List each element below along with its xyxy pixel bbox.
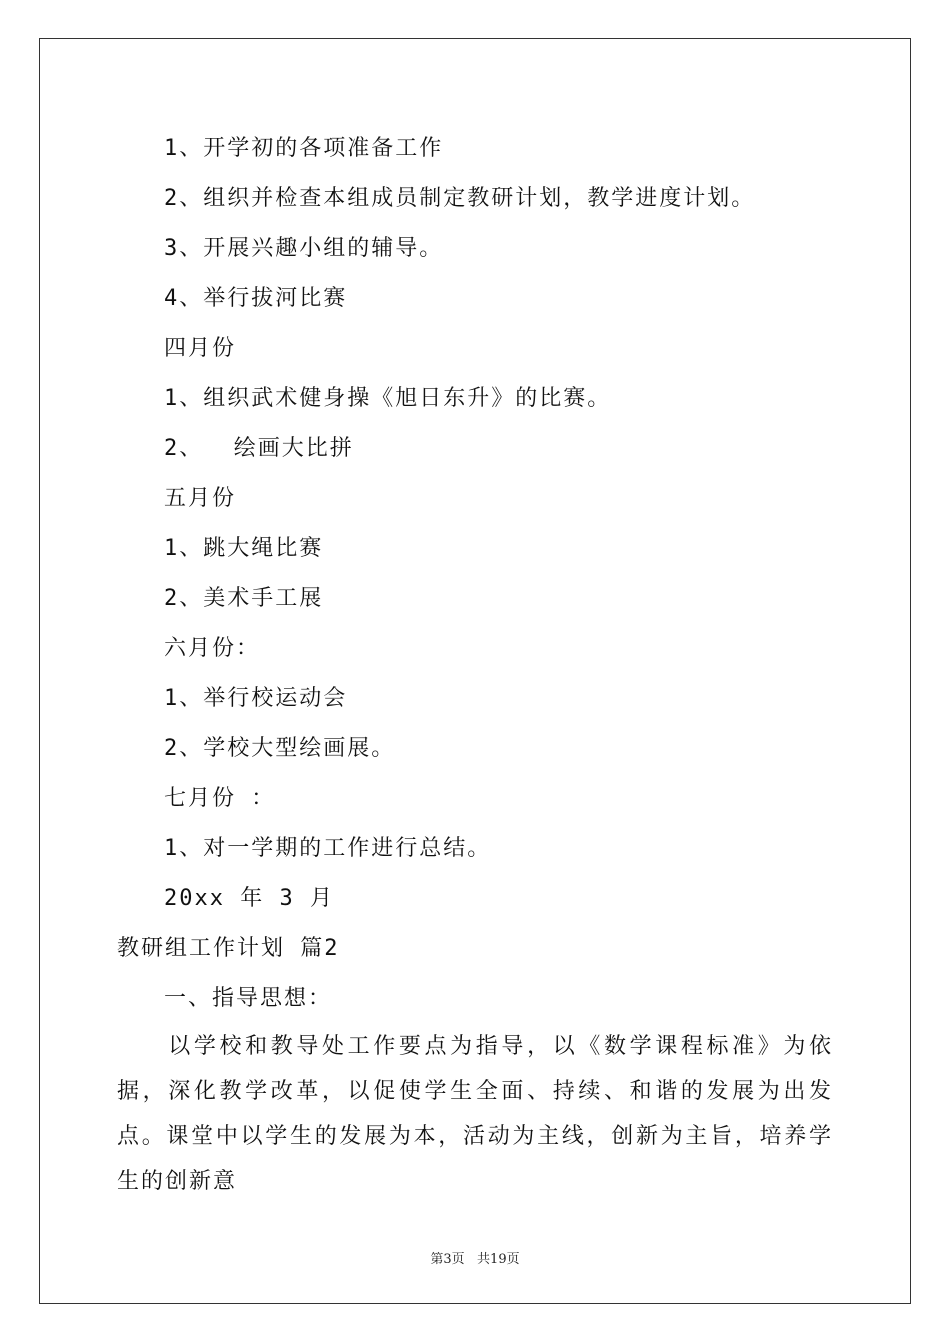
plan-line: 3、开展兴趣小组的辅导。: [164, 236, 444, 261]
plan-line: 2、学校大型绘画展。: [164, 736, 396, 761]
plan-line: 4、举行拔河比赛: [164, 286, 348, 311]
body-paragraph: 以学校和教导处工作要点为指导，以《数学课程标准》为依据，深化教学改革，以促使学生全面、持续、和谐的发展为出发点。课堂中以学生的发展为本，活动为主线，创新为主旨，培养学生的创新意: [117, 1034, 833, 1194]
date-line: 20xx 年 3 月: [164, 886, 334, 911]
month-heading: 六月份：: [164, 636, 261, 661]
plan-line: 1、开学初的各项准备工作: [164, 136, 444, 161]
month-heading: 四月份: [164, 336, 237, 361]
plan-line: 2、美术手工展: [164, 586, 324, 611]
subheading: 一、指导思想：: [164, 986, 333, 1011]
plan-line: 1、跳大绳比赛: [164, 536, 324, 561]
plan-line: 1、举行校运动会: [164, 686, 348, 711]
plan-line: 2、组织并检查本组成员制定教研计划，教学进度计划。: [164, 186, 756, 211]
page-footer: 第3页 共19页: [430, 1252, 520, 1267]
plan-line: 1、组织武术健身操《旭日东升》的比赛。: [164, 386, 612, 411]
month-heading: 五月份: [164, 486, 237, 511]
plan-line: 1、对一学期的工作进行总结。: [164, 836, 492, 861]
plan-line: 2、 绘画大比拼: [164, 436, 354, 461]
month-heading: 七月份 ：: [164, 786, 276, 811]
section-title: 教研组工作计划 篇2: [117, 936, 340, 961]
